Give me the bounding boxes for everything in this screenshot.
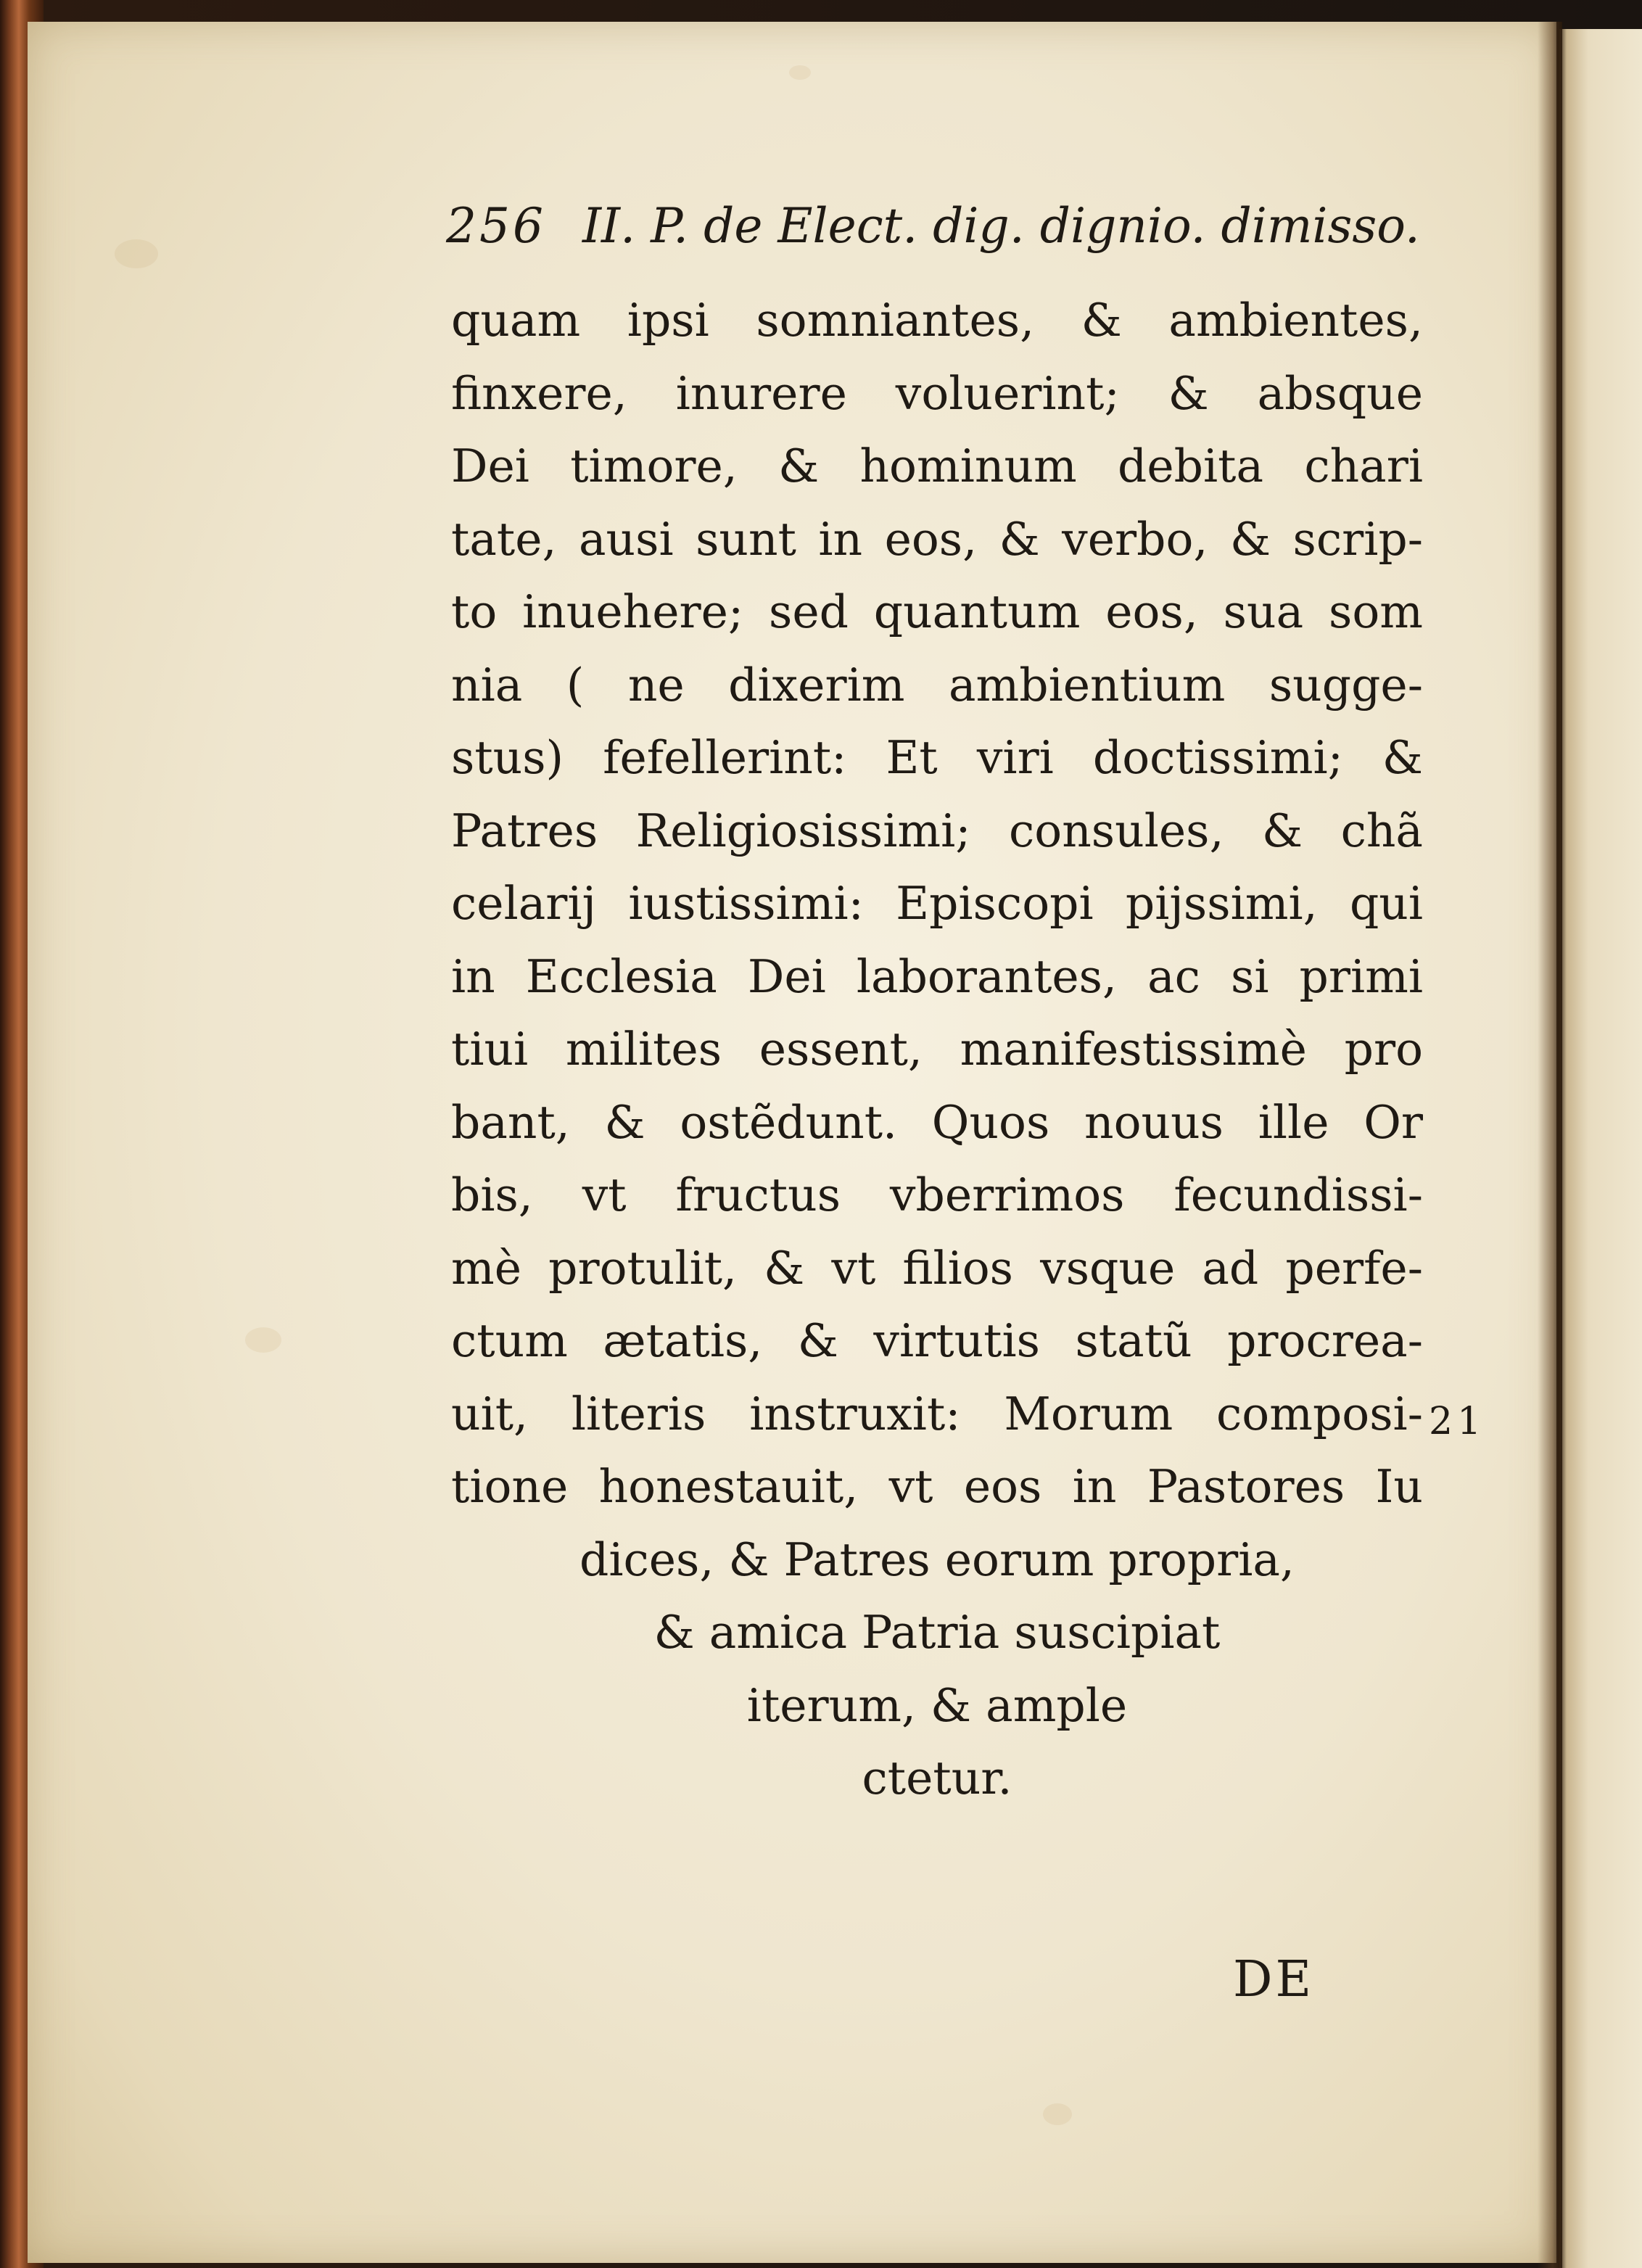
text-line: nia ( ne dixerim ambientium sugge- [451, 658, 1423, 712]
text-line: in Ecclesia Dei laborantes, ac si primi [451, 949, 1423, 1003]
text-line: ctetur. [862, 1752, 1012, 1805]
text-line: dices, & Patres eorum propria, [579, 1533, 1295, 1586]
foxing-spot [1043, 2103, 1072, 2125]
gutter-shadow [1538, 22, 1562, 2268]
text-line: uit, literis instruxit: Morum composi- [451, 1387, 1423, 1440]
text-line: Dei timore, & hominum debita chari [451, 440, 1423, 492]
text-line: bis, vt fructus vberrimos fecundissi- [451, 1168, 1423, 1221]
text-line: & amica Patria suscipiat [653, 1606, 1221, 1659]
foxing-spot [789, 65, 811, 80]
text-line: quam ipsi somniantes, & ambientes, [451, 294, 1423, 347]
text-line: tate, ausi sunt in eos, & verbo, & scrip- [451, 512, 1423, 566]
body-text [451, 284, 1423, 1815]
foxing-spot [115, 239, 158, 268]
running-head [446, 190, 1432, 263]
text-line: bant, & ostẽdunt. Quos nouus ille Or [451, 1095, 1423, 1149]
foxing-spot [245, 1327, 281, 1353]
text-line: finxere, inurere voluerint; & absque [451, 366, 1423, 420]
text-line: tione honestauit, vt eos in Pastores Iu [451, 1460, 1423, 1513]
page-number: 256 [446, 198, 546, 254]
running-title: II. P. de Elect. dig. dignio. dimisso. [582, 198, 1420, 254]
text-line: mè protulit, & vt filios vsque ad perfe- [451, 1241, 1423, 1295]
text-line: Patres Religiosissimi; consules, & chã [451, 804, 1423, 857]
adjacent-page-edge [1559, 29, 1642, 2268]
text-line: tiui milites essent, manifestissimè pro [451, 1023, 1423, 1076]
text-line: celarij iustissimi: Episcopi pijssimi, qui [451, 877, 1423, 930]
text-line: ctum ætatis, & virtutis statũ procrea- [451, 1314, 1423, 1367]
text-line: to inuehere; sed quantum eos, sua som [451, 585, 1423, 638]
text-line: stus) fefellerint: Et viri doctissimi; & [451, 731, 1423, 784]
catchword: DE [1233, 1951, 1315, 2008]
marginal-number: 21 [1429, 1400, 1486, 1443]
text-line: iterum, & ample [746, 1678, 1128, 1732]
